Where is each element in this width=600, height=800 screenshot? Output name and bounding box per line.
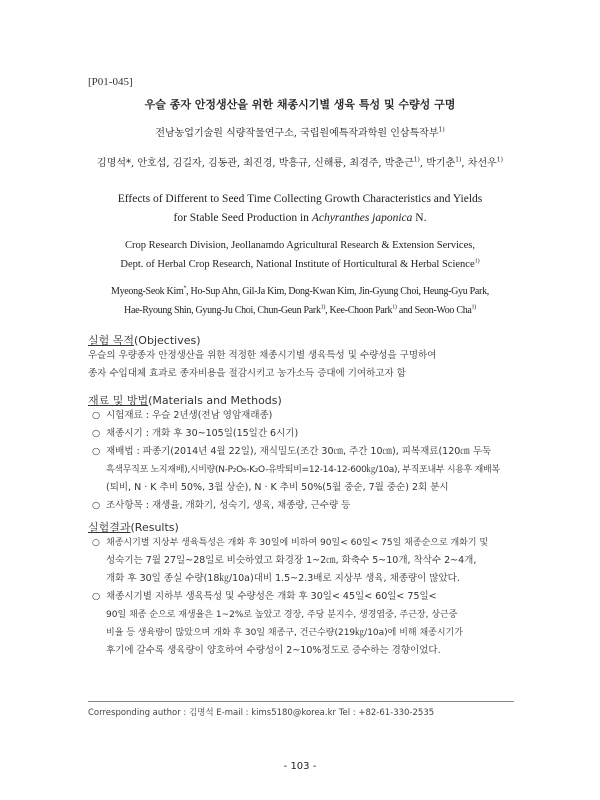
objectives-line: 우슬의 우량종자 안정생산을 위한 적정한 채종시기별 생육특성 및 수량성을 구명하여 [88,350,437,361]
results-text: 채종시기별 지상부 생육특성은 개화 후 30일에 비하여 90일< 60일< 75일 채종순으로 개화기 및 [106,538,489,548]
results-text: 비율 등 생육량이 많았으며 개화 후 30일 채종구, 건근수량(219㎏/10a)에 비해 채종시기가 [106,628,463,638]
author-names: Hae-Ryoung Shin, Gyung-Ju Choi, Chun-Geun Park [124,305,321,316]
english-title-line [0,209,600,228]
bullet-icon: ○ [92,446,101,457]
objectives-heading [88,332,201,348]
bullet-icon: ○ [92,538,100,548]
results-text: 90일 채종 순으로 재생율은 1~2%로 높았고 경장, 주당 분지수, 생경엽중, 주근장, 상근중 [106,610,458,620]
korean-authors-tail: , 박기춘 [419,158,456,169]
footnote-marker: 1) [320,304,326,311]
methods-text: 조사항목 : 재생율, 개화기, 성숙기, 생육, 채종량, 근수량 등 [106,500,351,511]
english-title-line: Effects of Different to Seed Time Collecting Growth Characteristics and Yields [117,193,483,205]
results-item [92,534,488,552]
methods-text: 재배법 : 파종기(2014년 4월 22일), 재식밀도(조간 30㎝, 주간 10㎝), 피복재료(120㎝ 두둑 [106,446,492,457]
footer-divider [88,701,514,702]
results-text: 성숙기는 7월 27일~28일로 비슷하였고 화경장 1~2㎝, 화축수 5~10개, 착삭수 2~4개, [106,555,477,566]
bullet-icon: ○ [92,428,101,439]
objectives-line: 종자 수입대체 효과로 종자비용을 절감시키고 농가소득 증대에 기여하고자 함 [88,368,406,379]
footnote-marker: 1) [455,156,462,164]
methods-item [92,443,491,461]
english-authors-line [0,282,600,301]
section-heading-en: (Materials and Methods) [148,394,282,407]
corresponding-author: Corresponding author : 김명석 E-mail : kims5180@korea.kr Tel : +82-61-330-2535 [88,708,435,718]
english-title [0,190,600,228]
section-heading-ko: 재료 및 방법 [88,394,149,407]
korean-authors-tail: , 차선우 [461,158,497,169]
section-heading-en: (Results) [130,521,179,534]
section-heading-ko: 실험결과 [88,521,131,534]
footnote-marker: 1) [496,156,503,164]
methods-text: 시험재료 : 우슬 2년생(전남 영암재래종) [106,410,273,421]
korean-title: 우슬 종자 안정생산을 위한 채종시기별 생육 특성 및 수량성 구명 [144,98,456,111]
author-names: and Seon-Woo Cha [396,305,472,316]
results-text: 후기에 갈수록 생육량이 양호하여 수량성이 2~10%정도로 증수하는 경향이었다. [106,645,441,656]
results-item [92,588,437,606]
methods-text: (퇴비, N · K 추비 50%, 3월 상순), N · K 추비 50%(5월 중순, 7월 중순) 2회 분시 [106,482,449,493]
bullet-icon: ○ [92,410,101,421]
footnote-marker: 1) [392,304,397,311]
section-heading-en: (Objectives) [134,334,201,347]
footnote-marker: 1) [438,126,445,134]
korean-authors-text: 김명석*, 안호섭, 김길자, 김동관, 최진경, 박흥규, 신해룡, 최경주, 박춘근 [97,158,414,169]
footnote-marker: 1) [471,304,476,311]
page-number: - 103 - [283,761,317,772]
korean-authors [0,154,600,169]
english-authors [0,282,600,320]
methods-item [92,497,350,515]
footnote-marker: 1) [413,156,420,164]
english-authors-line [0,301,600,320]
scientific-name: Achyranthes japonica [311,212,413,224]
methods-text: 채종시기 : 개화 후 30~105일(15일간 6시기) [106,428,299,439]
abstract-code: [P01-045] [88,76,133,88]
footnote-marker: 1) [474,258,480,265]
bullet-icon: ○ [92,591,101,602]
results-heading [88,519,179,535]
english-affiliation [0,236,600,274]
methods-text: 흑색무직포 노지재배),시비량(N-P₂O₅-K₂O-유박퇴비=12-14-12-600㎏/10a), 부직포내부 시용후 재배복 [106,465,500,475]
corresponding-marker: * [183,285,187,292]
author-names: , Kee-Choon Park [325,305,393,316]
methods-item [92,425,298,443]
methods-heading [88,392,282,408]
section-heading-ko: 실험 목적 [88,334,135,347]
results-text: 채종시기별 지하부 생육특성 및 수량성은 개화 후 30일< 45일< 60일< 75일< [106,591,437,602]
results-text: 개화 후 30일 종실 수량(18㎏/10a)대비 1.5~2.3배로 지상부 생육, 채종량이 많았다. [106,573,460,584]
korean-affiliation [0,124,600,139]
author-name: Myeong-Seok Kim [111,286,184,297]
english-title-text: N. [412,212,427,224]
english-affiliation-line [0,255,600,274]
english-affiliation-line: Crop Research Division, Jeollanamdo Agricultural Research & Extension Services, [125,240,475,251]
english-title-text: for Stable Seed Production in [173,212,312,224]
english-affiliation-text: Dept. of Herbal Crop Research, National Institute of Horticultural & Herbal Science [120,259,475,270]
author-names: , Ho-Sup Ahn, Gil-Ja Kim, Dong-Kwan Kim, Jin-Gyung Choi, Heung-Gyu Park, [186,286,489,297]
methods-item [92,407,272,425]
korean-affiliation-text: 전남농업기술원 식량작물연구소, 국립원예특작과학원 인삼특작부 [155,128,439,139]
bullet-icon: ○ [92,500,101,511]
